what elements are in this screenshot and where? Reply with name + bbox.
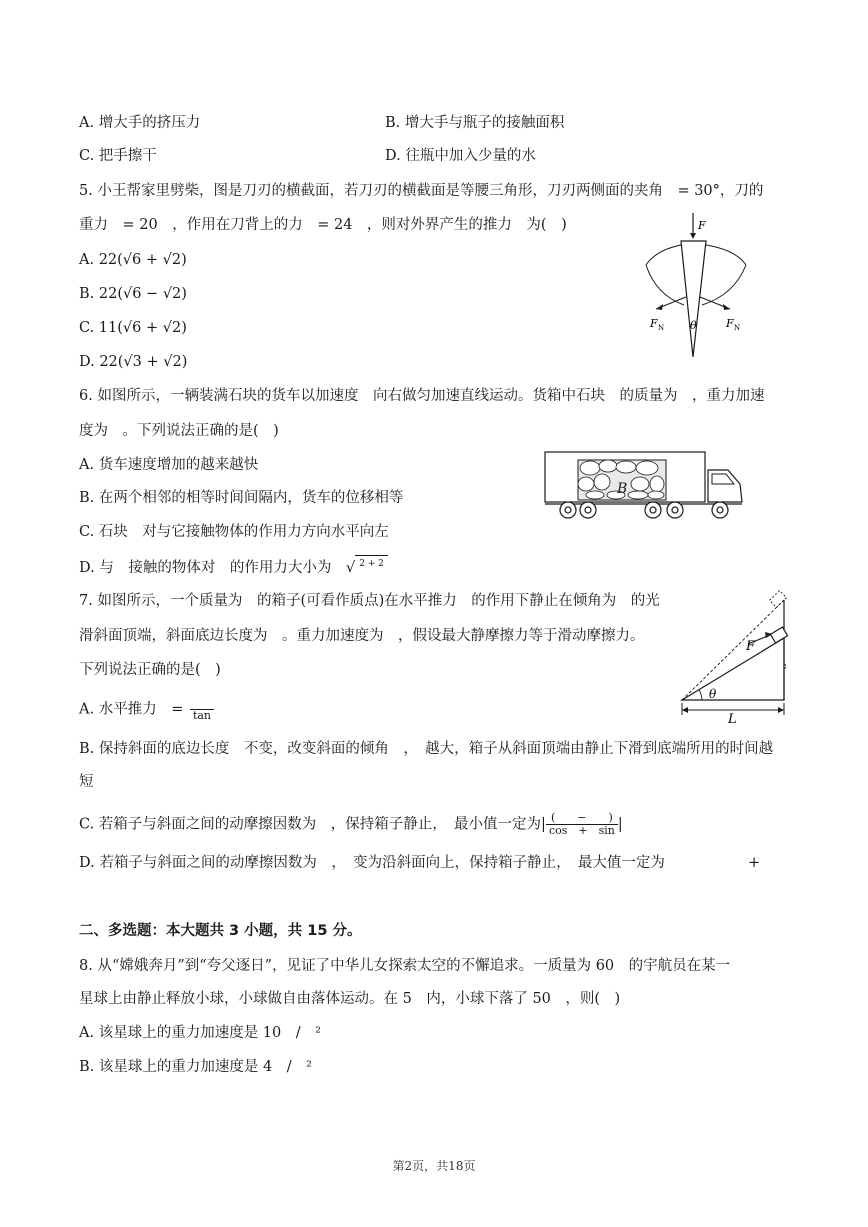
q7-stem-line-3: 下列说法正确的是( ) bbox=[79, 662, 221, 678]
q8-stem-line-1: 8. 从“嫦娥奔月”到“夸父逐日”，见证了中华儿女探索太空的不懈追求。一质量为 60 的宇航员在某一 bbox=[79, 958, 731, 974]
q5-option-b: B. 22(√6 − √2) bbox=[79, 286, 187, 302]
q6-stem-line-2: 度为 。下列说法正确的是( ) bbox=[79, 423, 279, 439]
q6-option-d-text: D. 与 接触的物体对 的作用力大小为 bbox=[79, 560, 332, 576]
q7-option-a-text: A. 水平推力 = bbox=[79, 701, 184, 718]
force-f-label-q7: F bbox=[746, 639, 756, 654]
q8-option-b: B. 该星球上的重力加速度是 4 / ² bbox=[79, 1059, 312, 1075]
q5-option-c: C. 11(√6 + √2) bbox=[79, 320, 187, 336]
q5-stem-line-2: 重力 = 20 ，作用在刀背上的力 = 24 ，则对外界产生的推力 为( ) bbox=[79, 217, 567, 233]
q7-stem-line-2: 滑斜面顶端，斜面底边长度为 。重力加速度为 ，假设最大静摩擦力等于滑动摩擦力。 bbox=[79, 628, 645, 644]
q6-option-b: B. 在两个相邻的相等时间间隔内，货车的位移相等 bbox=[79, 490, 404, 506]
incline-figure bbox=[676, 590, 794, 725]
q6-option-a: A. 货车速度增加的越来越快 bbox=[79, 457, 259, 473]
stone-b-label: B bbox=[617, 481, 628, 497]
q5-option-a: A. 22(√6 + √2) bbox=[79, 252, 187, 268]
q7-option-c-numerator: ( − ) bbox=[546, 812, 618, 825]
blade-figure bbox=[636, 205, 756, 365]
normal-force-left-label: F bbox=[650, 317, 658, 330]
page-footer: 第2页，共18页 bbox=[392, 1159, 476, 1173]
q4-option-d: D. 往瓶中加入少量的水 bbox=[385, 148, 536, 164]
q8-option-a: A. 该星球上的重力加速度是 10 / ² bbox=[79, 1025, 321, 1041]
q5-option-d: D. 22(√3 + √2) bbox=[79, 354, 188, 370]
angle-theta-label: θ bbox=[690, 319, 697, 332]
incline-angle-theta-label: θ bbox=[709, 687, 717, 701]
q7-option-a-denominator: tan bbox=[192, 709, 212, 722]
q6-stem-line-1: 6. 如图所示，一辆装满石块的货车以加速度 向右做匀加速直线运动。货箱中石块 的质量为 ，重力加速 bbox=[79, 388, 765, 404]
q5-stem-line-1: 5. 小王帮家里劈柴，图是刀刃的横截面，若刀刃的横截面是等腰三角形，刀刃两侧面的夹角 = 30°，刀的 bbox=[79, 183, 764, 199]
q7-option-c: C. 若箱子与斜面之间的动摩擦因数为 ，保持箱子静止， 最小值一定为| $\frac{( - )}{\cos + \sin}$ | bbox=[79, 811, 623, 837]
q4-option-b: B. 增大手与瓶子的接触面积 bbox=[385, 115, 565, 131]
normal-force-right-label: F bbox=[726, 317, 734, 330]
q6-option-d-radicand: 2 + 2 bbox=[355, 555, 388, 572]
q7-stem-line-1: 7. 如图所示，一个质量为 的箱子(可看作质点)在水平推力 的作用下静止在倾角为 的光 bbox=[79, 593, 660, 609]
force-f-label: F bbox=[698, 219, 706, 232]
normal-force-right-subscript: N bbox=[734, 324, 741, 332]
q7-option-b-line-2: 短 bbox=[79, 774, 94, 790]
q7-option-d-plus: + bbox=[748, 855, 761, 871]
q7-option-d: D. 若箱子与斜面之间的动摩擦因数为 ， 变为沿斜面向上，保持箱子静止， 最大值一定为 bbox=[79, 855, 665, 871]
q8-stem-line-2: 星球上由静止释放小球，小球做自由落体运动。在 5 内，小球下落了 50 ，则( ) bbox=[79, 991, 621, 1007]
normal-force-left-subscript: N bbox=[658, 324, 665, 332]
q7-option-c-text: C. 若箱子与斜面之间的动摩擦因数为 ，保持箱子静止， 最小值一定为 bbox=[79, 816, 542, 833]
section-2-heading: 二、多选题：本大题共 3 小题，共 15 分。 bbox=[79, 923, 362, 939]
q6-option-c: C. 石块 对与它接触物体的作用力方向水平向左 bbox=[79, 524, 389, 540]
q7-option-c-denominator: cos + sin bbox=[548, 824, 615, 837]
truck-figure bbox=[540, 448, 750, 523]
q4-option-c: C. 把手擦干 bbox=[79, 148, 157, 164]
q6-option-d: D. 与 接触的物体对 的作用力大小为 √ 2 + 2 bbox=[79, 555, 388, 579]
q7-option-a bbox=[79, 697, 214, 722]
q7-option-b-line-1: B. 保持斜面的底边长度 不变，改变斜面的倾角 ， 越大，箱子从斜面顶端由静止下滑到底端所用的时间越 bbox=[79, 741, 774, 757]
q4-option-a: A. 增大手的挤压力 bbox=[79, 115, 201, 131]
base-length-l-label: L bbox=[728, 712, 737, 725]
